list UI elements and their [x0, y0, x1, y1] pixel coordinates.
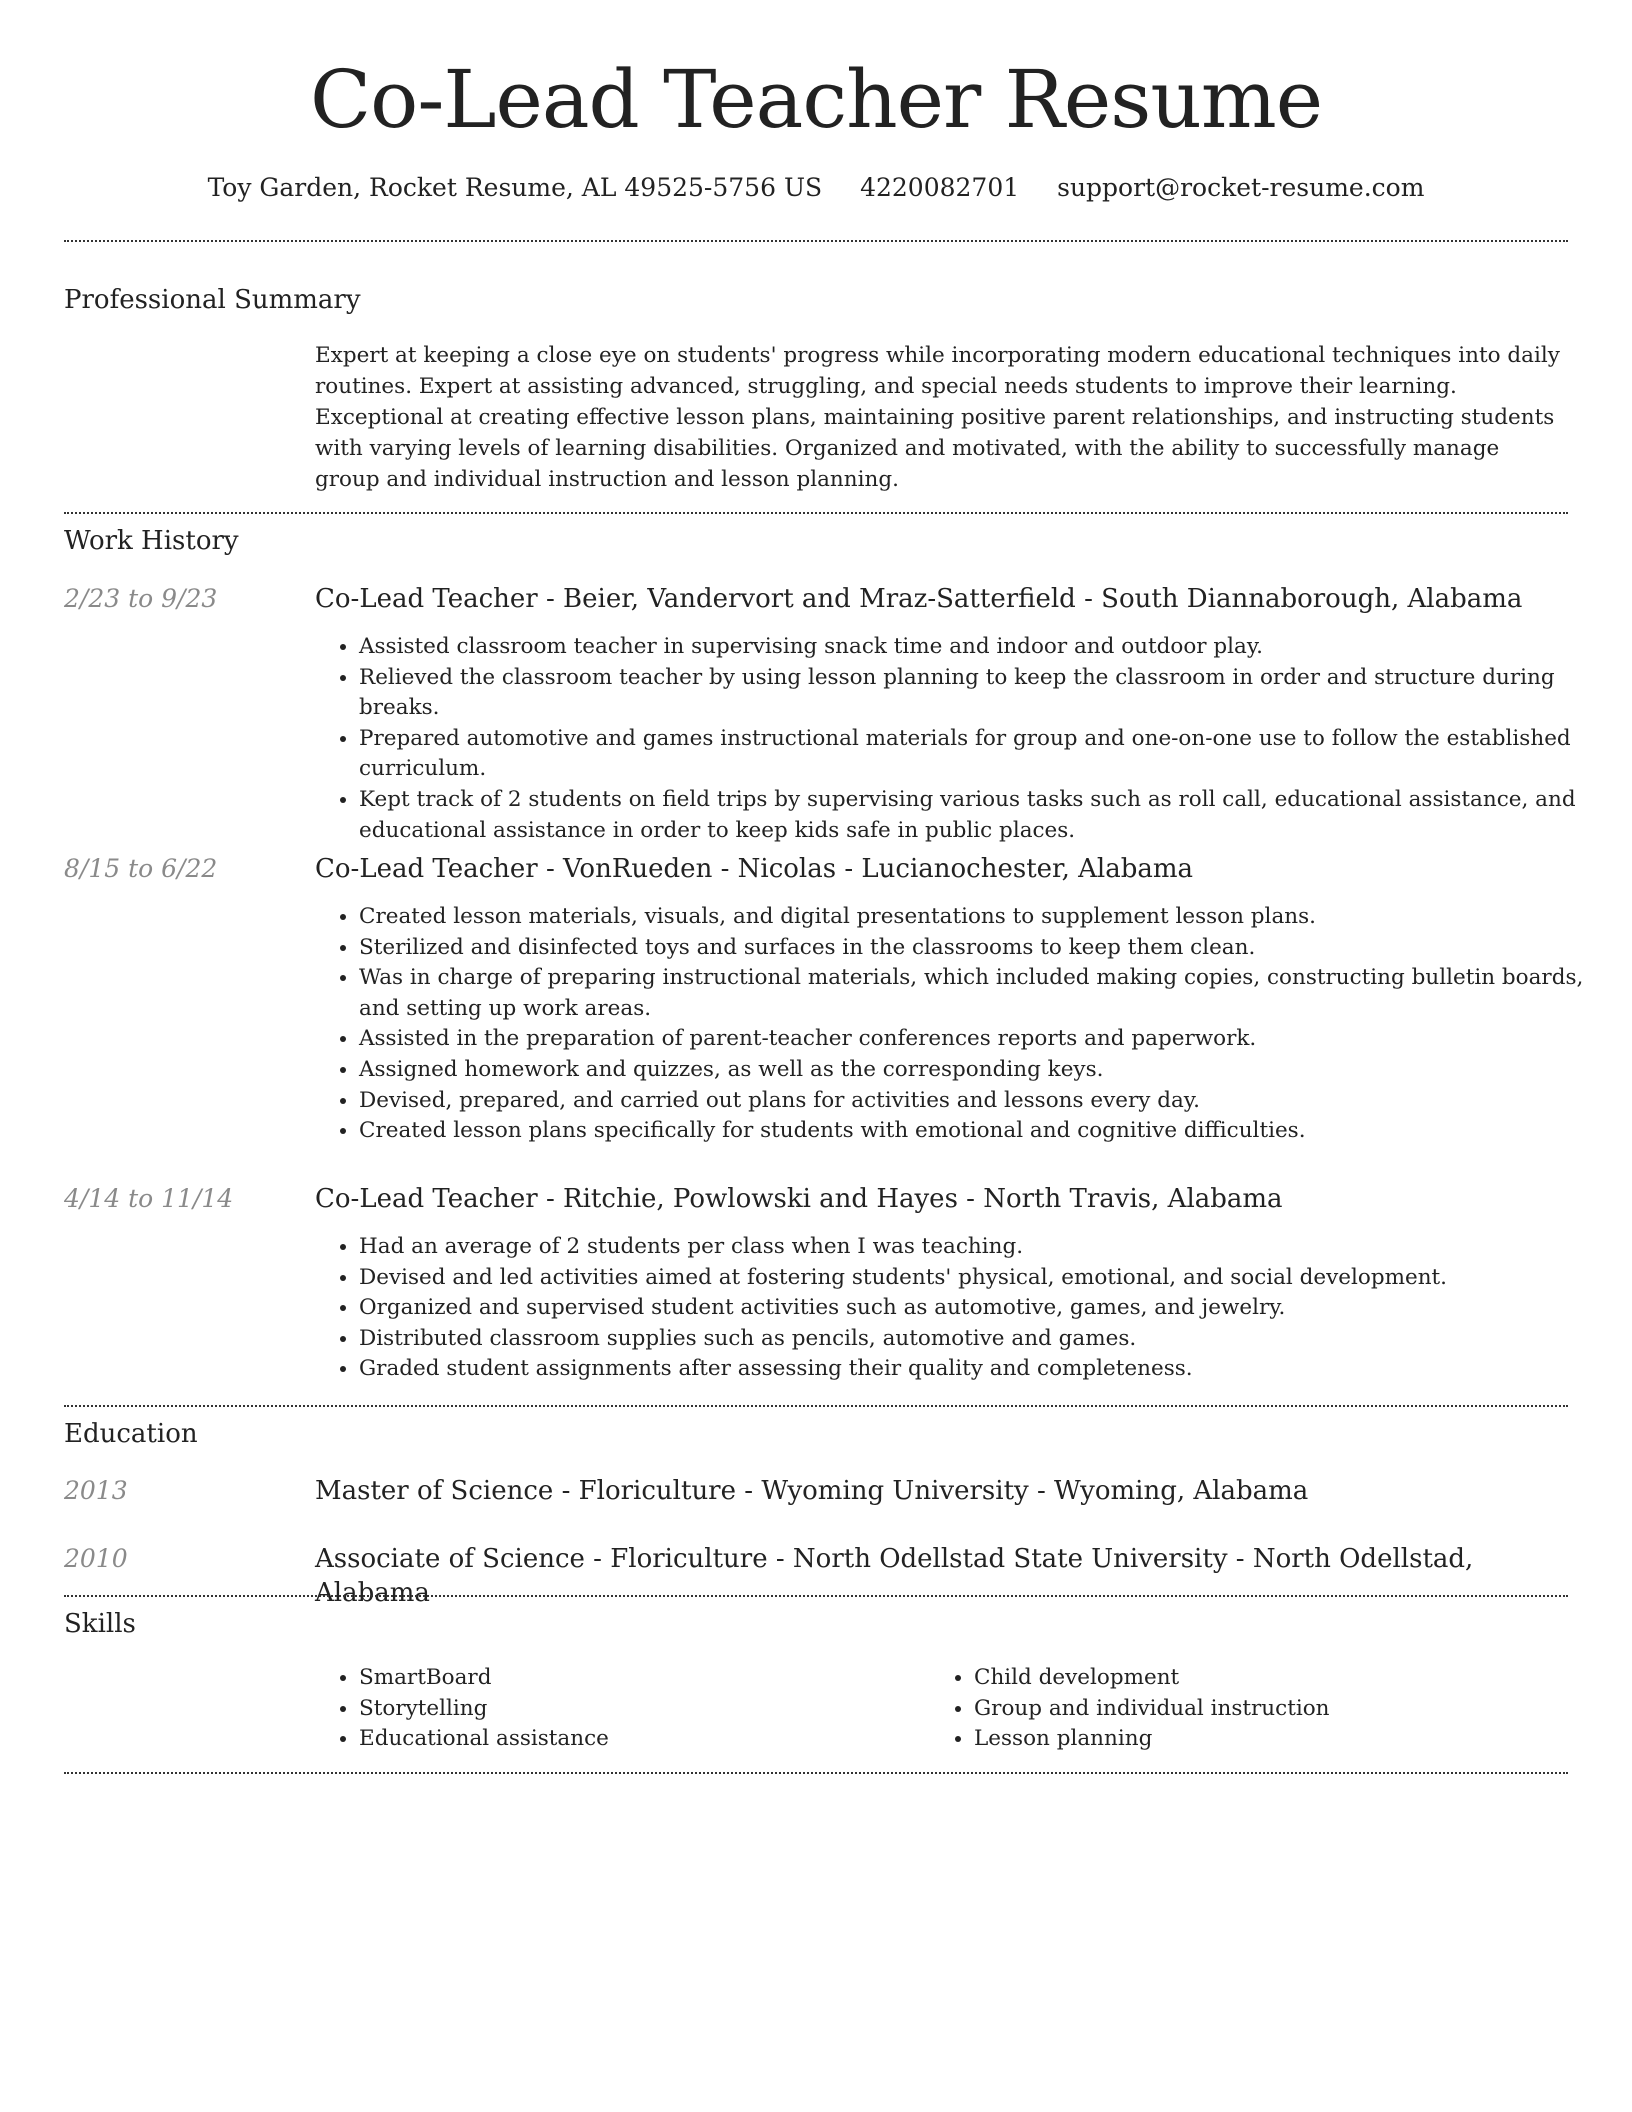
list-item: • Created lesson materials, visuals, and digital presentations to supplement lesson plans.: [359, 902, 1612, 933]
list-item: • Sterilized and disinfected toys and surfaces in the classrooms to keep them clean.: [359, 933, 1612, 964]
list-item: • Distributed classroom supplies such as pencils, automotive and games.: [359, 1324, 1612, 1355]
work-history-heading: Work History: [64, 526, 239, 556]
list-item: • Created lesson plans specifically for students with emotional and cognitive difficulties.: [359, 1116, 1612, 1147]
contact-phone: 4220082701: [860, 173, 1020, 202]
divider: [64, 1405, 1568, 1407]
job-dates: 4/14 to 11/14: [64, 1184, 234, 1213]
skill-item: • Group and individual instruction: [974, 1694, 1534, 1725]
contact-address: Toy Garden, Rocket Resume, AL 49525-5756 US: [207, 173, 823, 202]
divider: [64, 512, 1568, 514]
skill-item: • Child development: [974, 1663, 1534, 1694]
list-item: • Had an average of 2 students per class when I was teaching.: [359, 1232, 1612, 1263]
skills-list-left: [315, 1663, 919, 1755]
skill-item: • Storytelling: [359, 1694, 919, 1725]
job-title: Co-Lead Teacher - Ritchie, Powlowski and Hayes - North Travis, Alabama: [315, 1184, 1283, 1214]
list-item: • Organized and supervised student activities such as automotive, games, and jewelry.: [359, 1293, 1612, 1324]
list-item: • Prepared automotive and games instructional materials for group and one-on-one use to follow the established curriculum.: [359, 724, 1612, 785]
summary-text: Expert at keeping a close eye on students' progress while incorporating modern educational techniques into daily routines. Expert at assisting advanced, struggling, and special needs students to improve their learning. Exceptional at creating effective lesson plans, maintaining positive parent relationships, and instructing students with varying levels of learning disabilities. Organized and motivated, with the ability to successfully manage group and individual instruction and lesson planning.: [315, 343, 1560, 492]
job-title: Co-Lead Teacher - Beier, Vandervort and Mraz-Satterfield - South Diannaborough, Alabama: [315, 584, 1523, 614]
skills-list-right: [930, 1663, 1534, 1755]
education-heading: Education: [64, 1419, 198, 1449]
skill-item: • Lesson planning: [974, 1724, 1534, 1755]
list-item: • Assisted classroom teacher in supervising snack time and indoor and outdoor play.: [359, 632, 1612, 663]
skill-item: • SmartBoard: [359, 1663, 919, 1694]
job-bullets: [315, 632, 1612, 846]
list-item: • Assisted in the preparation of parent-teacher conferences reports and paperwork.: [359, 1024, 1612, 1055]
education-entry: Master of Science - Floriculture - Wyoming University - Wyoming, Alabama: [315, 1476, 1309, 1506]
list-item: • Relieved the classroom teacher by using lesson planning to keep the classroom in order and structure during breaks.: [359, 663, 1612, 724]
education-year: 2010: [64, 1544, 128, 1573]
job-title: Co-Lead Teacher - VonRueden - Nicolas - Lucianochester, Alabama: [315, 854, 1194, 884]
list-item: • Devised, prepared, and carried out plans for activities and lessons every day.: [359, 1086, 1612, 1117]
job-dates: 8/15 to 6/22: [64, 854, 218, 883]
list-item: • Was in charge of preparing instructional materials, which included making copies, constructing bulletin boards, and setting up work areas.: [359, 963, 1612, 1024]
divider: [64, 1772, 1568, 1774]
skills-heading: Skills: [64, 1609, 136, 1639]
list-item: • Kept track of 2 students on field trips by supervising various tasks such as roll call, educational assistance, and educational assistance in order to keep kids safe in public places.: [359, 785, 1612, 846]
list-item: • Graded student assignments after assessing their quality and completeness.: [359, 1354, 1612, 1385]
list-item: • Devised and led activities aimed at fostering students' physical, emotional, and social development.: [359, 1263, 1612, 1294]
job-bullets: [315, 1232, 1612, 1385]
job-dates: 2/23 to 9/23: [64, 584, 218, 613]
divider: [64, 240, 1568, 242]
summary-heading: Professional Summary: [64, 285, 361, 315]
job-bullets: [315, 902, 1612, 1147]
resume-title: Co-Lead Teacher Resume: [309, 53, 1323, 146]
list-item: • Assigned homework and quizzes, as well as the corresponding keys.: [359, 1055, 1612, 1086]
contact-email: support@rocket-resume.com: [1057, 173, 1425, 202]
skill-item: • Educational assistance: [359, 1724, 919, 1755]
education-year: 2013: [64, 1476, 128, 1505]
contact-line: [64, 172, 1568, 204]
education-entry: Associate of Science - Floriculture - North Odellstad State University - North Odellstad, Alabama: [315, 1544, 1474, 1608]
divider: [64, 1595, 1568, 1597]
